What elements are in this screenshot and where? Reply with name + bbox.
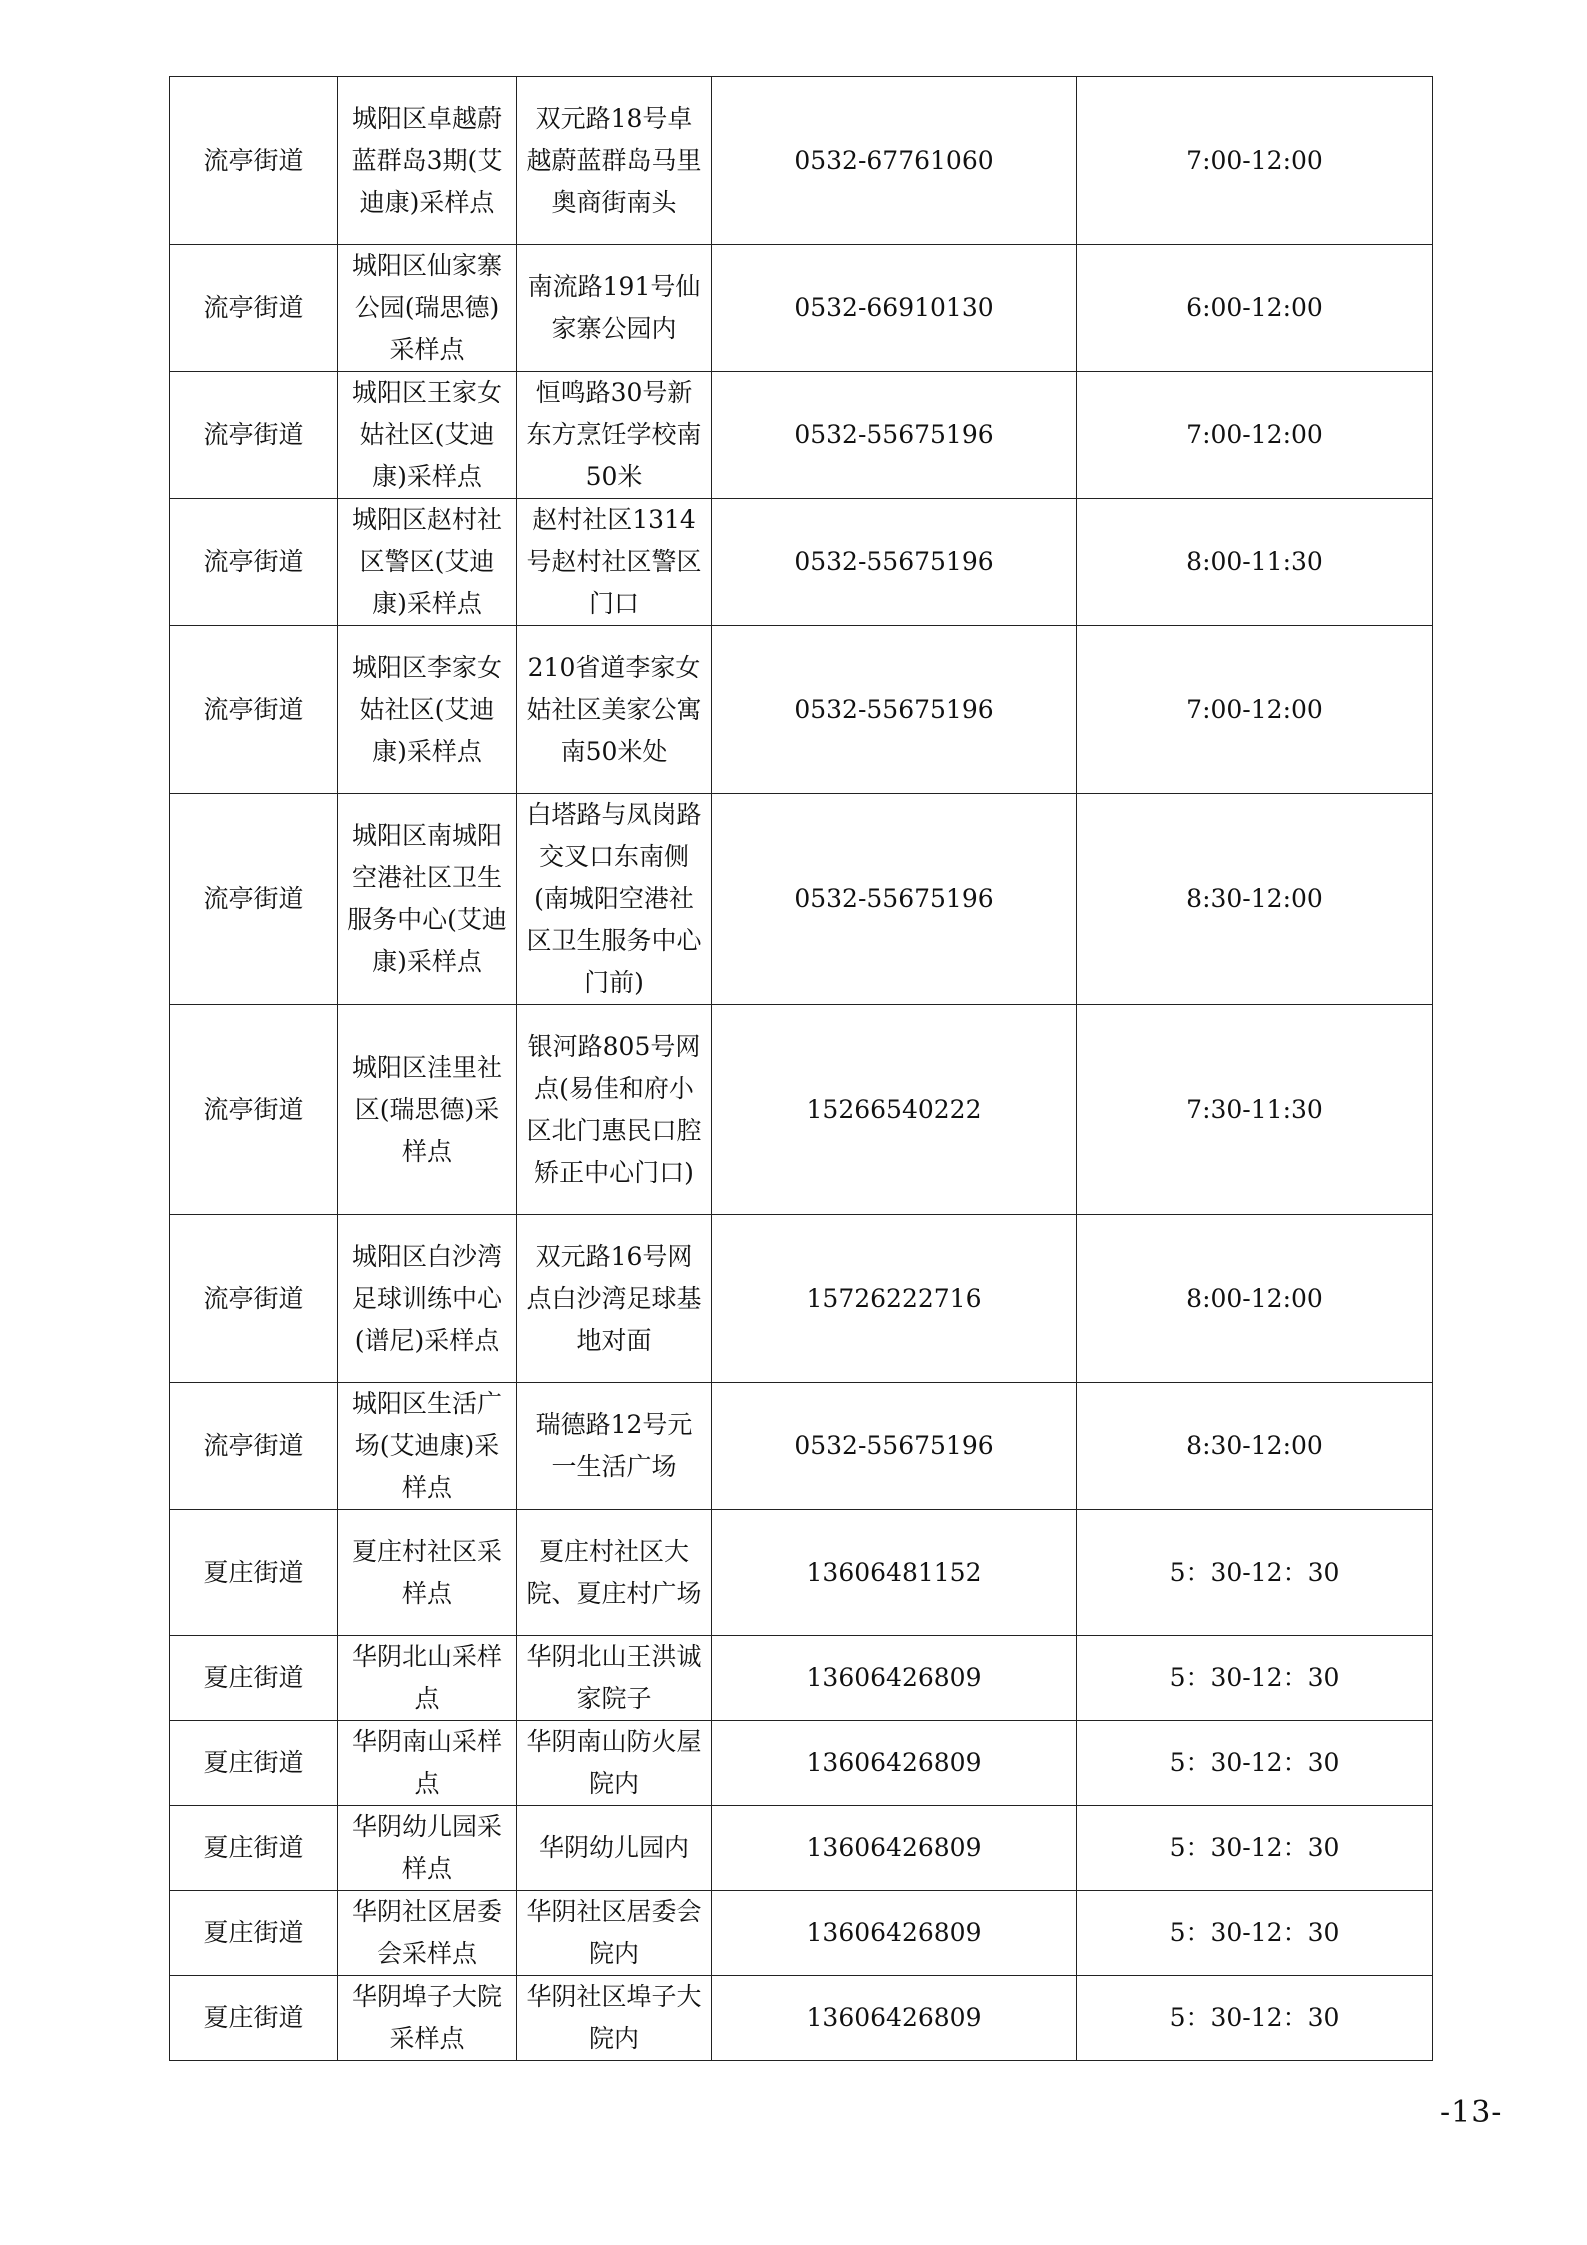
sampling-sites-table [169, 76, 1433, 2061]
phone-cell: 13606426809 [712, 1976, 1077, 2061]
hours-cell: 7:00-12:00 [1077, 372, 1433, 499]
table-row [170, 1976, 1433, 2061]
address-cell: 瑞德路12号元一生活广场 [517, 1383, 712, 1510]
site-name-cell: 华阴幼儿园采样点 [338, 1806, 517, 1891]
table-row [170, 1891, 1433, 1976]
table-row [170, 1005, 1433, 1215]
street-cell: 夏庄街道 [170, 1721, 338, 1806]
street-cell: 流亭街道 [170, 372, 338, 499]
street-cell: 流亭街道 [170, 245, 338, 372]
page-number: -13- [1440, 2095, 1503, 2130]
site-name-cell: 华阴社区居委会采样点 [338, 1891, 517, 1976]
table-row [170, 372, 1433, 499]
site-name-cell: 夏庄村社区采样点 [338, 1510, 517, 1636]
hours-cell: 6:00-12:00 [1077, 245, 1433, 372]
hours-cell: 7:30-11:30 [1077, 1005, 1433, 1215]
table-row [170, 1215, 1433, 1383]
phone-cell: 13606426809 [712, 1891, 1077, 1976]
address-cell: 华阴社区居委会院内 [517, 1891, 712, 1976]
street-cell: 夏庄街道 [170, 1636, 338, 1721]
table-row [170, 245, 1433, 372]
phone-cell: 0532-55675196 [712, 626, 1077, 794]
phone-cell: 13606426809 [712, 1636, 1077, 1721]
street-cell: 流亭街道 [170, 77, 338, 245]
address-cell: 赵村社区1314号赵村社区警区门口 [517, 499, 712, 626]
phone-cell: 0532-55675196 [712, 1383, 1077, 1510]
street-cell: 流亭街道 [170, 1383, 338, 1510]
site-name-cell: 华阴南山采样点 [338, 1721, 517, 1806]
site-name-cell: 城阳区卓越蔚蓝群岛3期(艾迪康)采样点 [338, 77, 517, 245]
site-name-cell: 城阳区洼里社区(瑞思德)采样点 [338, 1005, 517, 1215]
hours-cell: 7:00-12:00 [1077, 77, 1433, 245]
site-name-cell: 华阴埠子大院采样点 [338, 1976, 517, 2061]
site-name-cell: 城阳区生活广场(艾迪康)采样点 [338, 1383, 517, 1510]
table-row [170, 1721, 1433, 1806]
address-cell: 夏庄村社区大院、夏庄村广场 [517, 1510, 712, 1636]
street-cell: 流亭街道 [170, 794, 338, 1005]
table-row [170, 626, 1433, 794]
site-name-cell: 城阳区赵村社区警区(艾迪康)采样点 [338, 499, 517, 626]
phone-cell: 15266540222 [712, 1005, 1077, 1215]
phone-cell: 0532-66910130 [712, 245, 1077, 372]
hours-cell: 8:30-12:00 [1077, 1383, 1433, 1510]
address-cell: 华阴幼儿园内 [517, 1806, 712, 1891]
address-cell: 白塔路与凤岗路交叉口东南侧(南城阳空港社区卫生服务中心门前) [517, 794, 712, 1005]
phone-cell: 13606426809 [712, 1806, 1077, 1891]
hours-cell: 5：30-12：30 [1077, 1636, 1433, 1721]
site-name-cell: 城阳区仙家寨公园(瑞思德)采样点 [338, 245, 517, 372]
street-cell: 夏庄街道 [170, 1976, 338, 2061]
address-cell: 华阴南山防火屋院内 [517, 1721, 712, 1806]
hours-cell: 5：30-12：30 [1077, 1721, 1433, 1806]
site-name-cell: 城阳区王家女姑社区(艾迪康)采样点 [338, 372, 517, 499]
site-name-cell: 华阴北山采样点 [338, 1636, 517, 1721]
address-cell: 华阴北山王洪诚家院子 [517, 1636, 712, 1721]
street-cell: 夏庄街道 [170, 1806, 338, 1891]
hours-cell: 7:00-12:00 [1077, 626, 1433, 794]
hours-cell: 8:00-12:00 [1077, 1215, 1433, 1383]
table-row [170, 1510, 1433, 1636]
table-row [170, 77, 1433, 245]
phone-cell: 15726222716 [712, 1215, 1077, 1383]
hours-cell: 8:30-12:00 [1077, 794, 1433, 1005]
hours-cell: 5：30-12：30 [1077, 1976, 1433, 2061]
street-cell: 夏庄街道 [170, 1891, 338, 1976]
table-row [170, 499, 1433, 626]
table-row [170, 1383, 1433, 1510]
address-cell: 210省道李家女姑社区美家公寓南50米处 [517, 626, 712, 794]
address-cell: 双元路18号卓越蔚蓝群岛马里奥商街南头 [517, 77, 712, 245]
table-row [170, 794, 1433, 1005]
phone-cell: 13606481152 [712, 1510, 1077, 1636]
phone-cell: 0532-55675196 [712, 499, 1077, 626]
street-cell: 流亭街道 [170, 1215, 338, 1383]
table-row [170, 1636, 1433, 1721]
street-cell: 流亭街道 [170, 1005, 338, 1215]
address-cell: 华阴社区埠子大院内 [517, 1976, 712, 2061]
site-name-cell: 城阳区白沙湾足球训练中心(谱尼)采样点 [338, 1215, 517, 1383]
site-name-cell: 城阳区李家女姑社区(艾迪康)采样点 [338, 626, 517, 794]
hours-cell: 5：30-12：30 [1077, 1806, 1433, 1891]
phone-cell: 0532-55675196 [712, 372, 1077, 499]
address-cell: 双元路16号网点白沙湾足球基地对面 [517, 1215, 712, 1383]
hours-cell: 5：30-12：30 [1077, 1891, 1433, 1976]
phone-cell: 0532-67761060 [712, 77, 1077, 245]
phone-cell: 0532-55675196 [712, 794, 1077, 1005]
street-cell: 夏庄街道 [170, 1510, 338, 1636]
street-cell: 流亭街道 [170, 499, 338, 626]
address-cell: 南流路191号仙家寨公园内 [517, 245, 712, 372]
address-cell: 恒鸣路30号新东方烹饪学校南50米 [517, 372, 712, 499]
hours-cell: 5：30-12：30 [1077, 1510, 1433, 1636]
street-cell: 流亭街道 [170, 626, 338, 794]
table-row [170, 1806, 1433, 1891]
hours-cell: 8:00-11:30 [1077, 499, 1433, 626]
site-name-cell: 城阳区南城阳空港社区卫生服务中心(艾迪康)采样点 [338, 794, 517, 1005]
address-cell: 银河路805号网点(易佳和府小区北门惠民口腔矫正中心门口) [517, 1005, 712, 1215]
phone-cell: 13606426809 [712, 1721, 1077, 1806]
